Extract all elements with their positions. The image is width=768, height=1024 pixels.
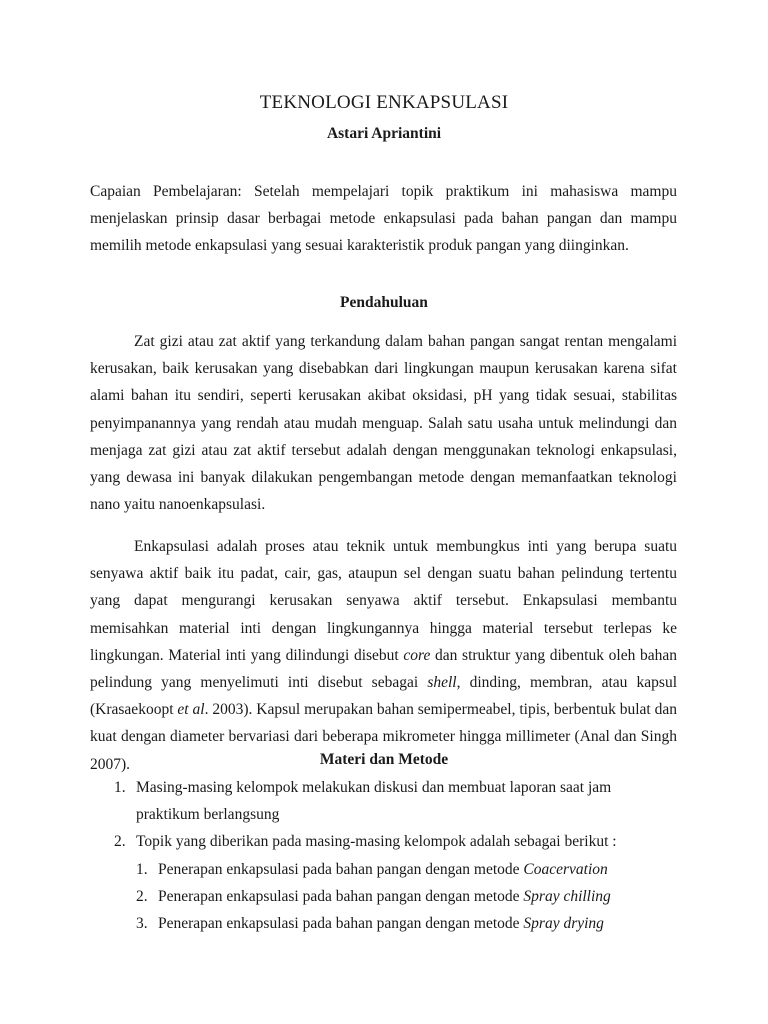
topic-sublist xyxy=(90,856,677,938)
sublist-item xyxy=(90,910,677,937)
intro-paragraph-2-text-c: , dinding, membran, atau kapsul (Krasaekoopt xyxy=(90,674,678,719)
section-heading-materi-metode: Materi dan Metode xyxy=(319,751,449,768)
intro-paragraph-1-text: Zat gizi atau zat aktif yang terkandung dalam bahan pangan sangat rentan mengalami kerusakan, baik kerusakan yang disebabkan dari lingkungan maupun kerusakan karena sifat alami bahan itu sendiri, seperti kerusakan akibat oksidasi, pH yang tidak sesuai, stabilitas penyimpanannya yang rendah atau mudah menguap. Salah satu usaha untuk melindungi dan menjaga zat gizi atau zat aktif tersebut adalah dengan menggunakan teknologi enkapsulasi, yang dewasa ini banyak dilakukan pengembangan metode dengan memanfaatkan teknologi nano yaitu nanoenkapsulasi. xyxy=(90,333,677,514)
intro-paragraph-2-text-b: dan struktur yang dibentuk oleh bahan pelindung yang menyelimuti inti disebut sebagai xyxy=(90,646,677,692)
list-item-text: Topik yang diberikan pada masing-masing kelompok adalah sebagai berikut : xyxy=(136,833,617,851)
intro-paragraph-2-text-a: Enkapsulasi adalah proses atau teknik untuk membungkus inti yang berupa suatu senyawa aktif baik itu padat, cair, gas, ataupun sel dengan suatu bahan pelindung tertentu yang dapat mengurangi kerusakan senyawa aktif tersebut. Enkapsulasi membantu memisahkan material inti dengan lingkungannya hingga material tersebut terlepas ke lingkungan. Material inti yang dilindungi disebut xyxy=(90,538,677,664)
method-name: Spray drying xyxy=(523,915,604,933)
term-core: core xyxy=(403,646,431,664)
intro-paragraph-2 xyxy=(90,533,677,778)
learning-outcome-paragraph: Capaian Pembelajaran: Setelah mempelajari topik praktikum ini mahasiswa mampu menjelaskan prinsip dasar berbagai metode enkapsulasi pada bahan pangan dan mampu memilih metode enkapsulasi yang sesuai karakteristik produk pangan yang diinginkan. xyxy=(90,183,677,255)
document-title: TEKNOLOGI ENKAPSULASI xyxy=(259,92,509,113)
term-shell: shell xyxy=(427,674,457,692)
list-item xyxy=(90,774,677,828)
list-item-number: 1. xyxy=(114,779,126,796)
list-item-text: Masing-masing kelompok melakukan diskusi dan membuat laporan saat jam praktikum berlangsung xyxy=(136,779,612,824)
sublist-item-number: 2. xyxy=(136,887,148,905)
intro-paragraph-2-text-d: . 2003). Kapsul merupakan bahan semipermeabel, tipis, berbentuk bulat dan kuat dengan diameter bervariasi dari beberapa mikrometer hingga millimeter (Anal dan Singh 2007). xyxy=(90,701,678,773)
sublist-item-number: 1. xyxy=(136,860,148,878)
list-item-number: 2. xyxy=(114,833,126,851)
citation-et-al: et al xyxy=(177,701,205,719)
author-name: Astari Apriantini xyxy=(326,125,442,142)
method-list xyxy=(90,774,677,937)
sublist-item xyxy=(90,856,677,883)
sublist-item xyxy=(90,883,677,910)
sublist-item-text: Penerapan enkapsulasi pada bahan pangan dengan metode xyxy=(158,887,524,905)
method-name: Coacervation xyxy=(523,860,608,878)
section-heading-pendahuluan: Pendahuluan xyxy=(340,294,428,311)
method-name: Spray chilling xyxy=(523,887,611,905)
list-item xyxy=(90,828,677,937)
sublist-item-text: Penerapan enkapsulasi pada bahan pangan dengan metode xyxy=(158,860,524,878)
sublist-item-text: Penerapan enkapsulasi pada bahan pangan dengan metode xyxy=(158,915,524,933)
sublist-item-number: 3. xyxy=(136,915,148,933)
intro-paragraph-1 xyxy=(90,328,677,518)
